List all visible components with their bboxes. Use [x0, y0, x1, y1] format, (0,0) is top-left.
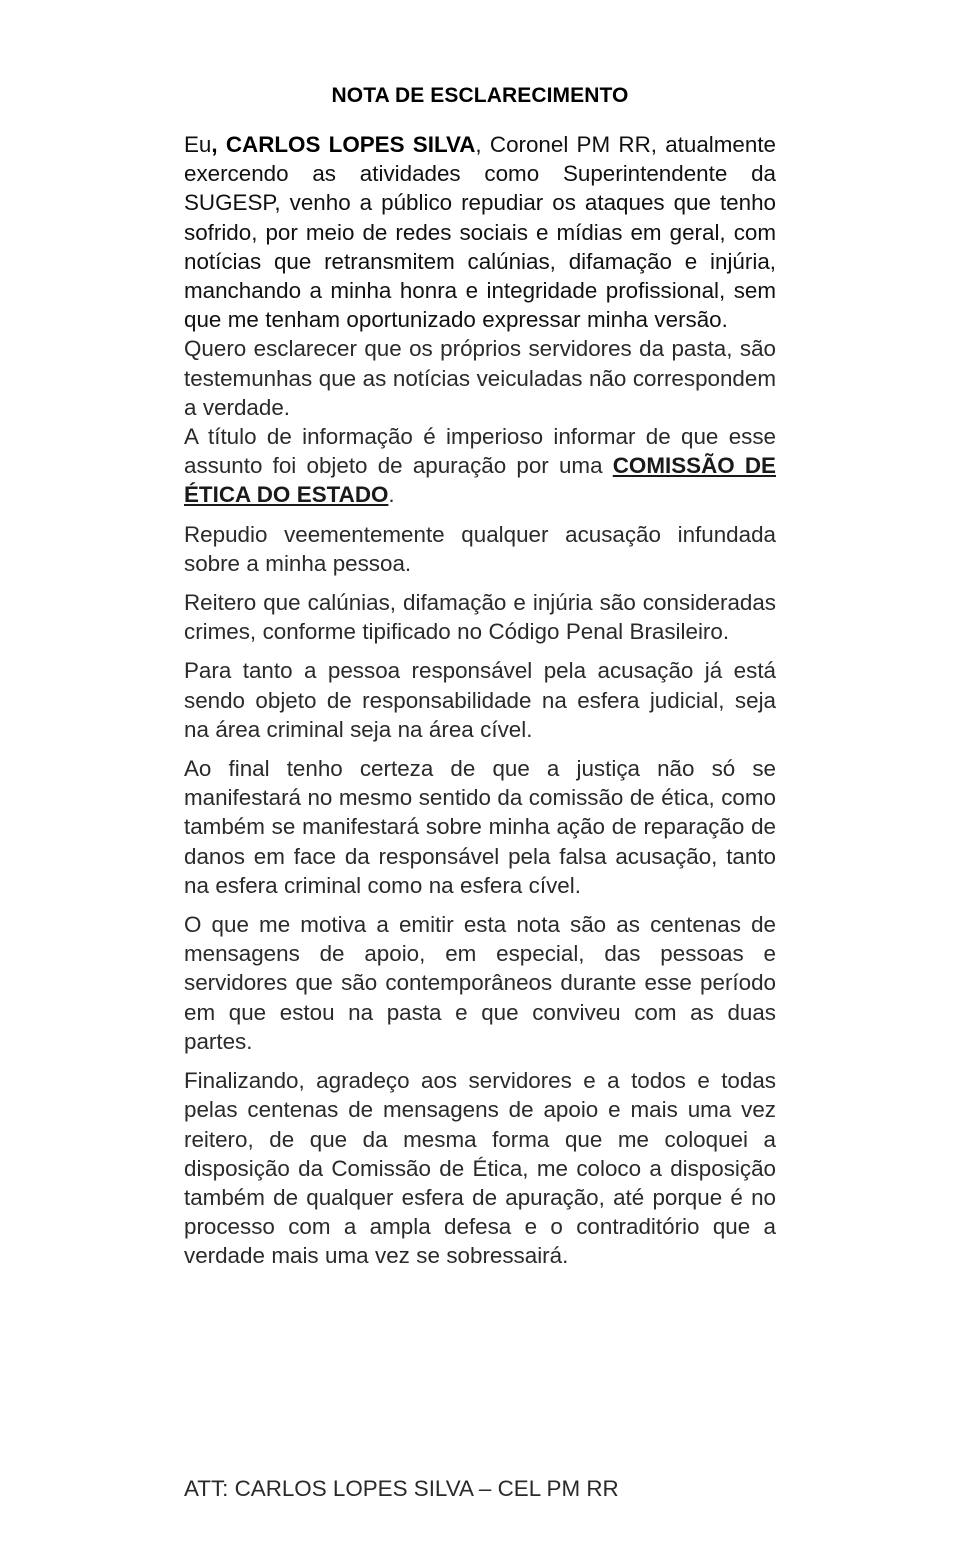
paragraph-4: Repudio veementemente qualquer acusação infundada sobre a minha pessoa. — [184, 521, 776, 576]
paragraph-3-text: A título de informação é imperioso informar de que esse assunto foi objeto de apuração por uma — [184, 424, 776, 479]
ethics-commission-highlight: COMISSÃO DE ÉTICA DO ESTADO — [184, 453, 776, 508]
intro-pre: Eu — [184, 132, 212, 157]
intro-paragraph — [184, 130, 776, 334]
paragraph-7: Ao final tenho certeza de que a justiça não só se manifestará no mesmo sentido da comissão de ética, como também se manifestará sobre minha ação de reparação de danos em face da responsável pela falsa acusação, tanto na esfera criminal como na esfera cível. — [184, 756, 776, 898]
paragraph-5: Reitero que calúnias, difamação e injúria são consideradas crimes, conforme tipificado no Código Penal Brasileiro. — [184, 590, 776, 645]
paragraph-2: Quero esclarecer que os próprios servidores da pasta, são testemunhas que as notícias veiculadas não correspondem a verdade. — [184, 336, 776, 420]
author-name: , CARLOS LOPES SILVA — [211, 132, 476, 157]
document-body — [184, 82, 776, 1271]
paragraph-8: O que me motiva a emitir esta nota são as centenas de mensagens de apoio, em especial, das pessoas e servidores que são contemporâneos durante esse período em que estou na pasta e que conviveu com as duas partes. — [184, 912, 776, 1054]
paragraph-3 — [184, 422, 776, 510]
paragraph-3-end: . — [388, 482, 395, 508]
paragraph-6: Para tanto a pessoa responsável pela acusação já está sendo objeto de responsabilidade na esfera judicial, seja na área criminal seja na área cível. — [184, 658, 776, 742]
document-title: NOTA DE ESCLARECIMENTO — [331, 84, 629, 107]
intro-text: , Coronel PM RR, atualmente exercendo as atividades como Superintendente da SUGESP, venho a público repudiar os ataques que tenho sofrido, por meio de redes sociais e mídias em geral, com notícias que retransmitem calúnias, difamação e injúria, manchando a minha honra e integridade profissional, sem que me tenham oportunizado expressar minha versão. — [184, 132, 776, 333]
paragraph-9: Finalizando, agradeço aos servidores e a todos e todas pelas centenas de mensagens de apoio e mais uma vez reitero, de que da mesma forma que me coloquei a disposição da Comissão de Ética, me coloco a disposição também de qualquer esfera de apuração, até porque é no processo com a ampla defesa e o contraditório que a verdade mais uma vez se sobressairá. — [184, 1068, 776, 1269]
signature-line: ATT: CARLOS LOPES SILVA – CEL PM RR — [184, 1476, 619, 1501]
